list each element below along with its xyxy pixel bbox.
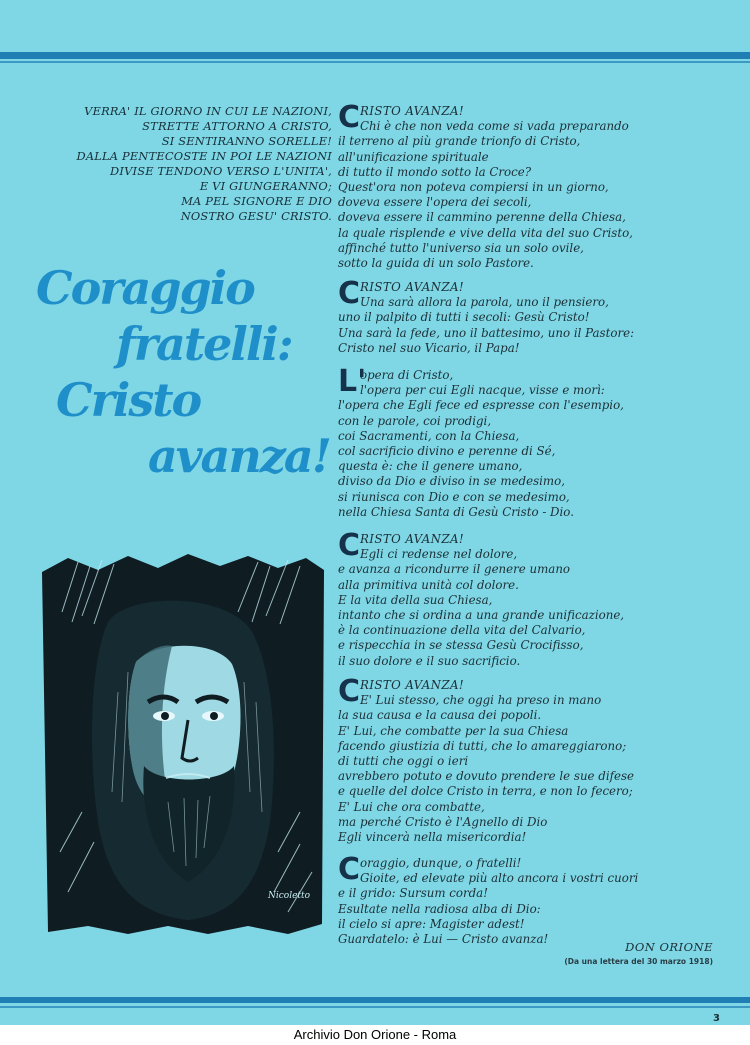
stanza-first-line: oraggio, dunque, o fratelli!	[360, 856, 522, 870]
stanza-line: e quelle del dolce Cristo in terra, e non lo fecero;	[338, 784, 633, 799]
drop-cap: C	[338, 852, 361, 887]
stanza-line: E la vita della sua Chiesa,	[338, 592, 493, 607]
headline-line: fratelli:	[116, 317, 292, 371]
stanza-line: Esultate nella radiosa alba di Dio:	[338, 901, 541, 916]
bottom-rule	[0, 997, 750, 1003]
stanza-line: diviso da Dio e diviso in se medesimo,	[338, 474, 565, 489]
intro-line: NOSTRO GESU' CRISTO.	[180, 209, 332, 223]
stanza-line: di tutto il mondo sotto la Croce?	[338, 164, 532, 179]
bottom-rule-thin	[0, 1006, 750, 1008]
stanza-line: con le parole, coi prodigi,	[338, 413, 492, 428]
stanza-line: Quest'ora non poteva compiersi in un giorno,	[338, 180, 609, 195]
stanza-line: Chi è che non veda come si vada preparando	[360, 119, 629, 134]
stanza	[338, 100, 718, 271]
portrait-drawing	[38, 552, 326, 936]
stanza-line: doveva essere il cammino perenne della Chiesa,	[338, 210, 626, 225]
stanza-line: intanto che si ordina a una grande unificazione,	[338, 608, 625, 623]
stanza-line: E' Lui, che combatte per la sua Chiesa	[338, 723, 569, 738]
intro-line: MA PEL SIGNORE E DIO	[181, 194, 332, 208]
stanza-line: il cielo si apre: Magister adest!	[338, 916, 525, 931]
stanza-line: ma perché Cristo è l'Agnello di Dio	[338, 814, 548, 829]
author-signature: DON ORIONE	[625, 940, 713, 954]
headline-line: Cristo	[56, 373, 201, 427]
top-rule-thin	[0, 61, 750, 63]
stanza	[338, 276, 635, 356]
stanza	[338, 364, 624, 520]
stanza-first-line: opera di Cristo,	[360, 368, 454, 382]
stanza-line: doveva essere l'opera dei secoli,	[338, 195, 532, 210]
drop-cap: L'	[338, 364, 367, 399]
stanza-line: all'unificazione spirituale	[338, 149, 489, 164]
intro-line: SI SENTIRANNO SORELLE!	[161, 134, 332, 148]
stanza-line: questa è: che il genere umano,	[338, 459, 523, 474]
stanza-line: è la continuazione della vita del Calvario,	[338, 623, 586, 638]
stanza-line: Cristo nel suo Vicario, il Papa!	[338, 340, 520, 355]
stanza-line: col sacrificio divino e perenne di Sé,	[338, 444, 556, 459]
stanza-line: E' Lui che ora combatte,	[338, 799, 485, 814]
stanza-line: Una sarà la fede, uno il battesimo, uno il Pastore:	[338, 325, 635, 340]
intro-line: VERRA' IL GIORNO IN CUI LE NAZIONI,	[84, 104, 332, 118]
stanza-line: Egli vincerà nella misericordia!	[338, 830, 527, 845]
stanza-line: l'opera per cui Egli nacque, visse e morì:	[360, 383, 605, 398]
stanza	[338, 852, 639, 947]
portrait-signature: Nicoletto	[268, 891, 311, 901]
stanza-line: di tutti che oggi o ieri	[338, 754, 469, 769]
intro-line: E VI GIUNGERANNO;	[199, 179, 332, 193]
stanza-line: e avanza a ricondurre il genere umano	[338, 562, 571, 577]
intro-line: DIVISE TENDONO VERSO L'UNITA',	[110, 164, 332, 178]
stanza-line: avrebbero potuto e dovuto prendere le sue difese	[338, 769, 634, 784]
stanza-line: la quale risplende e vive della vita del suo Cristo,	[338, 225, 633, 240]
archive-footer: Archivio Don Orione - Roma	[0, 1025, 750, 1045]
drop-cap: C	[338, 276, 361, 311]
headline	[30, 262, 330, 492]
stanza-first-line: RISTO AVANZA!	[360, 104, 465, 118]
page-number: 3	[713, 1013, 720, 1024]
stanza-line: Una sarà allora la parola, uno il pensiero,	[360, 295, 609, 310]
stanza	[338, 674, 634, 845]
christ-portrait-illustration	[38, 552, 326, 936]
intro-line: STRETTE ATTORNO A CRISTO,	[142, 119, 332, 133]
intro-line: DALLA PENTECOSTE IN POI LE NAZIONI	[76, 149, 332, 163]
top-rule	[0, 52, 750, 59]
stanza-first-line: RISTO AVANZA!	[360, 678, 465, 692]
stanza-line: uno il palpito di tutti i secoli: Gesù Cristo!	[338, 310, 590, 325]
stanza-line: affinché tutto l'universo sia un solo ovile,	[338, 240, 584, 255]
drop-cap: C	[338, 674, 361, 709]
stanza-line: e il grido: Sursum corda!	[338, 886, 488, 901]
stanza-line: e rispecchia in se stessa Gesù Crocifisso,	[338, 638, 584, 653]
stanza-line: l'opera che Egli fece ed espresse con l'esempio,	[338, 398, 624, 413]
stanza-line: la sua causa e la causa dei popoli.	[338, 708, 542, 723]
stanza	[338, 528, 625, 669]
stanza-line: si riunisca con Dio e con se medesimo,	[338, 489, 570, 504]
stanza-line: Egli ci redense nel dolore,	[360, 547, 518, 562]
headline-line: Coraggio	[36, 261, 254, 315]
stanza-line: nella Chiesa Santa di Gesù Cristo - Dio.	[338, 504, 574, 519]
stanza-line: il suo dolore e il suo sacrificio.	[338, 653, 521, 668]
headline-line: avanza!	[148, 429, 330, 483]
drop-cap: C	[338, 528, 361, 563]
stanza-line: E' Lui stesso, che oggi ha preso in mano	[360, 693, 602, 708]
stanza-line: Guardatelo: è Lui — Cristo avanza!	[338, 932, 549, 947]
drop-cap: C	[338, 100, 361, 135]
source-citation: (Da una lettera del 30 marzo 1918)	[564, 957, 713, 966]
stanza-line: il terreno al più grande trionfo di Cristo,	[338, 134, 581, 149]
stanza-line: alla primitiva unità col dolore.	[338, 577, 519, 592]
stanza-line: facendo giustizia di tutti, che lo amareggiarono;	[338, 738, 627, 753]
stanza-first-line: RISTO AVANZA!	[360, 280, 465, 294]
stanza-first-line: RISTO AVANZA!	[360, 532, 465, 546]
stanza-line: sotto la guida di un solo Pastore.	[338, 256, 534, 271]
intro-quote	[30, 104, 332, 224]
stanza-line: Gioite, ed elevate più alto ancora i vostri cuori	[360, 871, 639, 886]
stanza-line: coi Sacramenti, con la Chiesa,	[338, 428, 520, 443]
